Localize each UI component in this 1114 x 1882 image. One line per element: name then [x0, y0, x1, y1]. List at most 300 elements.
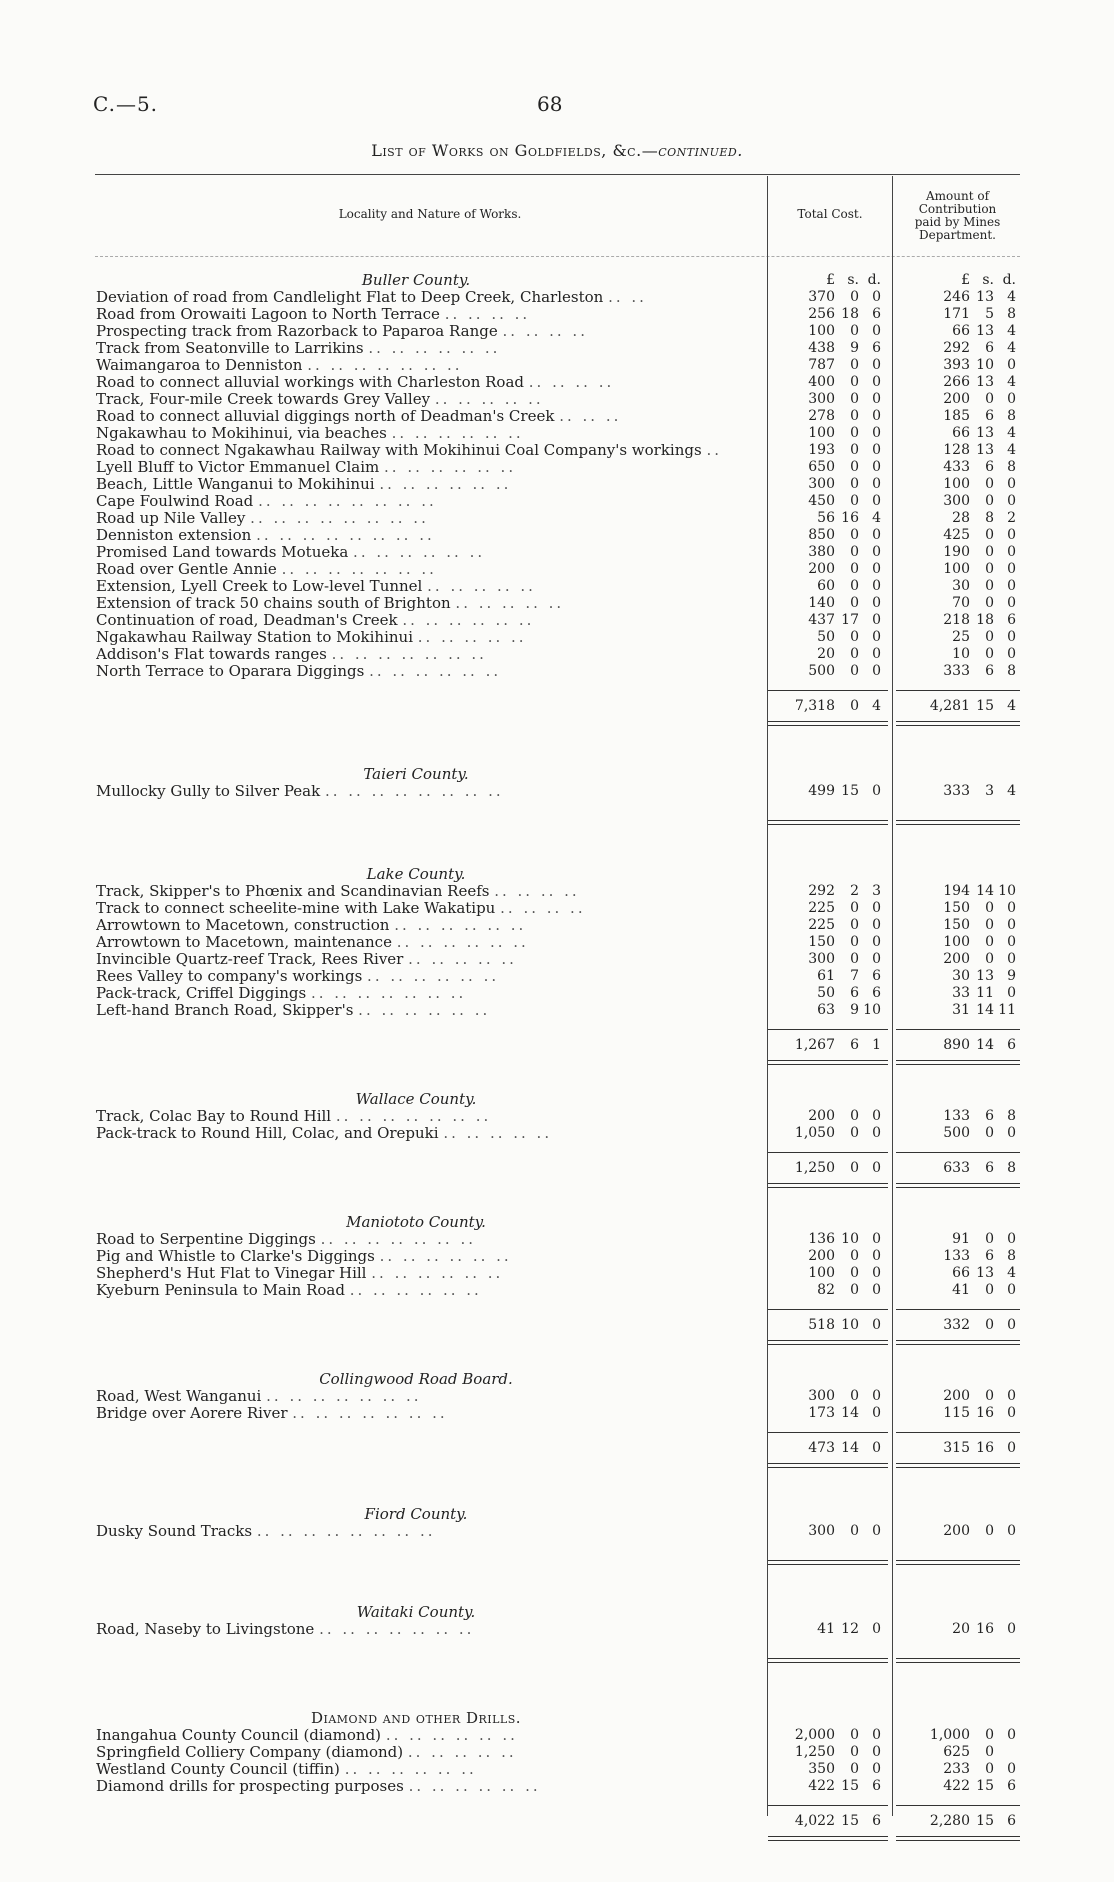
total-cost-shillings: 0 [850, 493, 859, 509]
contribution-shillings: 0 [985, 595, 994, 611]
work-row [96, 1523, 1020, 1540]
contribution-shillings: 13 [976, 1265, 994, 1281]
section-total-cost-pounds: 1,250 [794, 1160, 835, 1176]
section-total-contribution [906, 691, 1016, 721]
contribution [906, 663, 1016, 680]
contribution-shillings: 0 [985, 951, 994, 967]
total-cost-shillings: 0 [850, 476, 859, 492]
work-row [96, 1125, 1020, 1142]
contribution-shillings: 0 [985, 544, 994, 560]
work-name: Road to connect alluvial workings with Charleston Road [96, 374, 524, 391]
total-cost [781, 1265, 881, 1282]
contribution-pounds: 41 [952, 1282, 970, 1298]
total-cost-pence: 0 [872, 476, 881, 492]
total-cost-pence: 0 [872, 1523, 881, 1539]
contribution-shillings: 6 [985, 408, 994, 424]
work-name: Kyeburn Peninsula to Main Road [96, 1282, 345, 1299]
work-locality [96, 1248, 756, 1265]
section-total-cost-pence: 0 [872, 1317, 881, 1333]
total-cost-pounds: 200 [808, 561, 835, 577]
leader-dots: .. .. .. .. [444, 306, 531, 323]
work-row [96, 883, 1020, 900]
section-total-cost-shillings: 15 [841, 1813, 859, 1829]
page-reference: C.—5. [93, 92, 159, 116]
total-cost [781, 1002, 881, 1019]
work-name: Mullocky Gully to Silver Peak [96, 783, 321, 800]
leader-dots: .. .. .. .. .. .. .. [319, 1621, 475, 1638]
contribution [906, 374, 1016, 391]
total-cost-shillings: 0 [850, 1108, 859, 1124]
work-row [96, 289, 1020, 306]
work-row [96, 1405, 1020, 1422]
total-cost-pounds: 400 [808, 374, 835, 390]
total-currency [781, 272, 881, 289]
work-row [96, 544, 1020, 561]
total-cost-pence: 6 [872, 1778, 881, 1794]
contribution [906, 544, 1016, 561]
total-cost-pence: 0 [872, 1761, 881, 1777]
leader-dots: .. .. .. [559, 408, 622, 425]
section-total-contribution-shillings: 0 [985, 1317, 994, 1333]
contribution [906, 783, 1016, 800]
currency-symbol: s. [847, 272, 859, 288]
work-locality [96, 1108, 756, 1125]
work-row [96, 306, 1020, 323]
contribution-pence: 0 [1007, 951, 1016, 967]
total-cost [781, 340, 881, 357]
work-locality [96, 510, 756, 527]
total-cost-pounds: 300 [808, 951, 835, 967]
header-total-cost: Total Cost. [797, 207, 863, 221]
total-cost-shillings: 0 [850, 595, 859, 611]
total-cost-pence: 0 [872, 783, 881, 799]
total-cost-pence: 0 [872, 493, 881, 509]
work-name: Addison's Flat towards ranges [96, 646, 327, 663]
section-total [96, 1638, 1020, 1664]
work-name: Pack-track to Round Hill, Colac, and Orepuki [96, 1125, 439, 1142]
total-cost-pounds: 200 [808, 1108, 835, 1124]
work-row [96, 1778, 1020, 1795]
leader-dots: .. .. .. .. .. .. [385, 1727, 518, 1744]
work-name: Cape Foulwind Road [96, 493, 254, 510]
total-cost-pounds: 50 [817, 629, 835, 645]
total-cost-pounds: 20 [817, 646, 835, 662]
work-name: Ngakawhau to Mokihinui, via beaches [96, 425, 387, 442]
total-cost-pence: 0 [872, 1125, 881, 1141]
contribution [906, 934, 1016, 951]
total-cost-pounds: 300 [808, 1523, 835, 1539]
work-name: Track, Colac Bay to Round Hill [96, 1108, 332, 1125]
total-cost-pence: 0 [872, 900, 881, 916]
work-row [96, 1744, 1020, 1761]
contribution-shillings: 13 [976, 323, 994, 339]
contribution-pence: 4 [1007, 340, 1016, 356]
contribution [906, 578, 1016, 595]
total-cost-pence: 0 [872, 1265, 881, 1281]
section-total [96, 1299, 1020, 1345]
section-total-cost-pounds: 7,318 [794, 698, 835, 714]
section-total [96, 1019, 1020, 1065]
contribution-shillings: 18 [976, 612, 994, 628]
contribution-pence: 4 [1007, 442, 1016, 458]
work-name: Rees Valley to company's workings [96, 968, 363, 985]
total-cost-shillings: 0 [850, 1265, 859, 1281]
work-locality [96, 425, 756, 442]
total-cost-pence: 0 [872, 561, 881, 577]
total-cost [781, 459, 881, 476]
section-total-contribution-pence: 6 [1007, 1813, 1016, 1829]
section-total-cost-shillings: 10 [841, 1317, 859, 1333]
total-cost-pounds: 437 [808, 612, 835, 628]
leader-dots: .. .. .. .. .. .. [391, 425, 524, 442]
contribution-pence: 8 [1007, 1248, 1016, 1264]
contribution-shillings: 13 [976, 289, 994, 305]
contribution-pounds: 66 [952, 425, 970, 441]
contribution-pence: 4 [1007, 323, 1016, 339]
work-row [96, 900, 1020, 917]
total-cost-pounds: 2,000 [794, 1727, 835, 1743]
total-cost-pounds: 56 [817, 510, 835, 526]
work-row [96, 1248, 1020, 1265]
double-rule [896, 1658, 1020, 1663]
section-gap [96, 1345, 1020, 1371]
contribution-pounds: 100 [943, 934, 970, 950]
leader-dots: .. .. [608, 289, 647, 306]
contribution-pounds: 150 [943, 900, 970, 916]
work-row [96, 510, 1020, 527]
section-total-contribution-shillings: 16 [976, 1440, 994, 1456]
contribution-pounds: 425 [943, 527, 970, 543]
contribution [906, 1265, 1016, 1282]
total-cost-pence: 0 [872, 459, 881, 475]
total-cost-shillings: 0 [850, 391, 859, 407]
contribution [906, 493, 1016, 510]
header-contribution-line: paid by Mines [914, 215, 1001, 229]
total-cost-shillings: 0 [850, 527, 859, 543]
double-rule [768, 1463, 888, 1468]
total-cost-shillings: 0 [850, 578, 859, 594]
total-cost [781, 783, 881, 800]
work-locality [96, 595, 756, 612]
double-rule [768, 1340, 888, 1345]
total-cost-pounds: 100 [808, 1265, 835, 1281]
contribution-pence: 8 [1007, 306, 1016, 322]
total-cost-shillings: 15 [841, 1778, 859, 1794]
leader-dots: .. .. .. .. .. .. .. .. [256, 527, 435, 544]
work-name: Denniston extension [96, 527, 252, 544]
total-cost-shillings: 0 [850, 561, 859, 577]
contribution-shillings: 0 [985, 493, 994, 509]
section-total-cost [781, 1433, 881, 1463]
double-rule [768, 1560, 888, 1565]
contribution [906, 646, 1016, 663]
work-locality [96, 663, 756, 680]
double-rule [896, 1560, 1020, 1565]
total-cost-pence: 0 [872, 663, 881, 679]
work-name: Track, Skipper's to Phœnix and Scandinavian Reefs [96, 883, 490, 900]
total-cost-shillings: 0 [850, 663, 859, 679]
total-cost-shillings: 6 [850, 985, 859, 1001]
work-locality [96, 493, 756, 510]
section-total-contribution-pounds: 633 [943, 1160, 970, 1176]
total-cost [781, 883, 881, 900]
total-cost [781, 968, 881, 985]
header-locality: Locality and Nature of Works. [338, 207, 522, 221]
work-name: Springfield Colliery Company (diamond) [96, 1744, 404, 1761]
work-locality [96, 442, 756, 459]
contribution [906, 527, 1016, 544]
total-cost-pence: 0 [872, 1231, 881, 1247]
total-cost-shillings: 0 [850, 357, 859, 373]
leader-dots: .. .. .. .. [500, 900, 586, 917]
total-row [96, 1806, 1020, 1836]
section-total-contribution-pence: 6 [1007, 1037, 1016, 1053]
work-row [96, 408, 1020, 425]
total-row [96, 1310, 1020, 1340]
leader-dots: .. .. .. .. .. [407, 1744, 517, 1761]
double-rule [768, 1060, 888, 1065]
double-rule [896, 1060, 1020, 1065]
work-locality [96, 629, 756, 646]
total-cost-pounds: 300 [808, 1388, 835, 1404]
total-cost-pence: 0 [872, 408, 881, 424]
section-total-cost [781, 1310, 881, 1340]
work-row [96, 595, 1020, 612]
section-gap [96, 1188, 1020, 1214]
total-cost-shillings: 0 [850, 408, 859, 424]
contribution-pence: 0 [1007, 917, 1016, 933]
currency-symbol: s. [982, 272, 994, 288]
header-contribution-line: Contribution [918, 202, 997, 216]
section-total-cost-shillings: 14 [841, 1440, 859, 1456]
work-locality [96, 1282, 756, 1299]
contribution-shillings: 0 [985, 476, 994, 492]
total-row [96, 1433, 1020, 1463]
contribution-pounds: 233 [943, 1761, 970, 1777]
contribution [906, 459, 1016, 476]
total-cost [781, 595, 881, 612]
work-name: Road, West Wanganui [96, 1388, 262, 1405]
work-row [96, 1108, 1020, 1125]
contribution-shillings: 6 [985, 663, 994, 679]
total-cost-pounds: 150 [808, 934, 835, 950]
contribution [906, 595, 1016, 612]
contribution [906, 1778, 1016, 1795]
total-cost-pence: 4 [872, 510, 881, 526]
total-cost [781, 612, 881, 629]
work-name: Prospecting track from Razorback to Paparoa Range [96, 323, 498, 340]
contribution-pounds: 185 [943, 408, 970, 424]
section-total-contribution-shillings: 6 [985, 1160, 994, 1176]
total-cost-pence: 0 [872, 629, 881, 645]
total-cost-pence: 0 [872, 442, 881, 458]
total-cost-pence: 0 [872, 391, 881, 407]
contribution-pence: 8 [1007, 1108, 1016, 1124]
work-locality [96, 1778, 756, 1795]
section-total-contribution-pence: 4 [1007, 698, 1016, 714]
double-rule [896, 721, 1020, 726]
work-locality [96, 1523, 756, 1540]
section-gap [96, 726, 1020, 766]
leader-dots: .. .. .. .. .. [434, 391, 544, 408]
total-cost-shillings: 0 [850, 934, 859, 950]
total-cost-pence: 0 [872, 578, 881, 594]
leader-dots: .. .. .. .. .. .. [379, 1248, 512, 1265]
contribution-shillings: 0 [985, 900, 994, 916]
total-cost-shillings: 0 [850, 1761, 859, 1777]
total-cost [781, 1248, 881, 1265]
contribution-pence: 11 [998, 1002, 1016, 1018]
section-total-cost-pounds: 4,022 [794, 1813, 835, 1829]
total-cost-pence: 0 [872, 646, 881, 662]
work-locality [96, 1405, 756, 1422]
total-cost-shillings: 10 [841, 1231, 859, 1247]
contribution-shillings: 13 [976, 442, 994, 458]
total-cost-shillings: 0 [850, 1388, 859, 1404]
contribution [906, 1282, 1016, 1299]
contribution-shillings: 8 [985, 510, 994, 526]
total-cost-pence: 0 [872, 544, 881, 560]
work-name: Invincible Quartz-reef Track, Rees River [96, 951, 404, 968]
section-total-contribution [906, 1806, 1016, 1836]
section-total [96, 1540, 1020, 1566]
section-total-contribution-pence: 0 [1007, 1317, 1016, 1333]
work-row [96, 1727, 1020, 1744]
work-locality [96, 646, 756, 663]
leader-dots: .. .. .. .. .. .. [379, 476, 512, 493]
work-name: Westland County Council (tiffin) [96, 1761, 340, 1778]
contribution [906, 391, 1016, 408]
section-total-contribution-shillings: 14 [976, 1037, 994, 1053]
contribution-shillings: 13 [976, 425, 994, 441]
section-total-cost [781, 1806, 881, 1836]
contribution-pounds: 70 [952, 595, 970, 611]
leader-dots: .. .. .. .. .. .. .. .. [258, 493, 437, 510]
contribution-pounds: 128 [943, 442, 970, 458]
work-row [96, 612, 1020, 629]
header-bottom-rule [95, 256, 1020, 257]
leader-dots: .. .. .. .. .. .. .. [331, 646, 487, 663]
total-cost [781, 374, 881, 391]
contribution-pence: 4 [1007, 374, 1016, 390]
work-locality [96, 1231, 756, 1248]
total-cost-shillings: 0 [850, 917, 859, 933]
work-name: Beach, Little Wanganui to Mokihinui [96, 476, 375, 493]
total-cost-pounds: 140 [808, 595, 835, 611]
contribution [906, 357, 1016, 374]
work-row [96, 917, 1020, 934]
total-cost [781, 289, 881, 306]
work-row [96, 934, 1020, 951]
leader-dots: .. .. .. .. .. .. [396, 934, 529, 951]
double-rule [768, 1836, 888, 1841]
contribution-pence: 0 [1007, 595, 1016, 611]
section-total [96, 1142, 1020, 1188]
total-cost [781, 408, 881, 425]
work-locality [96, 306, 756, 323]
total-cost-pounds: 100 [808, 425, 835, 441]
contribution-shillings: 13 [976, 968, 994, 984]
contribution-pence: 0 [1007, 1125, 1016, 1141]
contribution-pounds: 194 [943, 883, 970, 899]
total-cost-pence: 6 [872, 340, 881, 356]
page-number: 68 [537, 92, 563, 116]
work-row [96, 1621, 1020, 1638]
contribution-pounds: 200 [943, 1523, 970, 1539]
contribution-shillings: 0 [985, 917, 994, 933]
work-row [96, 1388, 1020, 1405]
work-row [96, 374, 1020, 391]
contribution [906, 1248, 1016, 1265]
total-cost-shillings: 17 [841, 612, 859, 628]
work-row [96, 663, 1020, 680]
total-cost-shillings: 16 [841, 510, 859, 526]
total-cost-shillings: 14 [841, 1405, 859, 1421]
contribution-pence: 6 [1007, 612, 1016, 628]
work-row [96, 476, 1020, 493]
total-cost [781, 357, 881, 374]
contribution-pounds: 300 [943, 493, 970, 509]
total-cost [781, 663, 881, 680]
contribution-pence: 8 [1007, 408, 1016, 424]
work-name: Shepherd's Hut Flat to Vinegar Hill [96, 1265, 367, 1282]
contribution-pence: 0 [1007, 646, 1016, 662]
contribution [906, 1761, 1016, 1778]
section-title: Maniototo County. [346, 1213, 486, 1231]
contribution-pence: 4 [1007, 425, 1016, 441]
total-cost-pence: 0 [872, 917, 881, 933]
currency-symbol: £ [961, 272, 970, 288]
contribution-pence: 4 [1007, 783, 1016, 799]
total-cost-pounds: 61 [817, 968, 835, 984]
leader-dots: .. .. .. .. .. .. [369, 663, 502, 680]
total-cost [781, 510, 881, 527]
work-name: Dusky Sound Tracks [96, 1523, 253, 1540]
work-name: Road to Serpentine Diggings [96, 1231, 316, 1248]
total-cost-shillings: 9 [850, 340, 859, 356]
total-cost-shillings: 0 [850, 900, 859, 916]
section-total-contribution-pounds: 315 [943, 1440, 970, 1456]
double-rule [896, 1340, 1020, 1345]
contribution-pounds: 200 [943, 391, 970, 407]
work-locality [96, 476, 756, 493]
total-cost-pounds: 193 [808, 442, 835, 458]
work-row [96, 391, 1020, 408]
work-locality [96, 1265, 756, 1282]
total-cost-shillings: 0 [850, 1282, 859, 1298]
contribution-shillings: 16 [976, 1621, 994, 1637]
total-cost [781, 306, 881, 323]
contribution [906, 1125, 1016, 1142]
total-cost-pounds: 200 [808, 1248, 835, 1264]
section-total-contribution-shillings: 15 [976, 698, 994, 714]
leader-dots: .. .. .. .. [494, 883, 580, 900]
work-locality [96, 323, 756, 340]
section-title: Waitaki County. [356, 1603, 476, 1621]
total-row [96, 1153, 1020, 1183]
contribution [906, 408, 1016, 425]
leader-dots: .. .. .. .. .. .. [358, 1002, 491, 1019]
leader-dots: .. [706, 442, 723, 459]
total-cost-pounds: 1,250 [794, 1744, 835, 1760]
contribution-shillings: 6 [985, 340, 994, 356]
contribution-pence: 0 [1007, 1621, 1016, 1637]
leader-dots: .. .. .. .. .. .. .. [310, 985, 467, 1002]
total-cost-pence: 6 [872, 306, 881, 322]
section-total-cost-pounds: 1,267 [794, 1037, 835, 1053]
work-name: Ngakawhau Railway Station to Mokihinui [96, 629, 413, 646]
work-locality [96, 544, 756, 561]
